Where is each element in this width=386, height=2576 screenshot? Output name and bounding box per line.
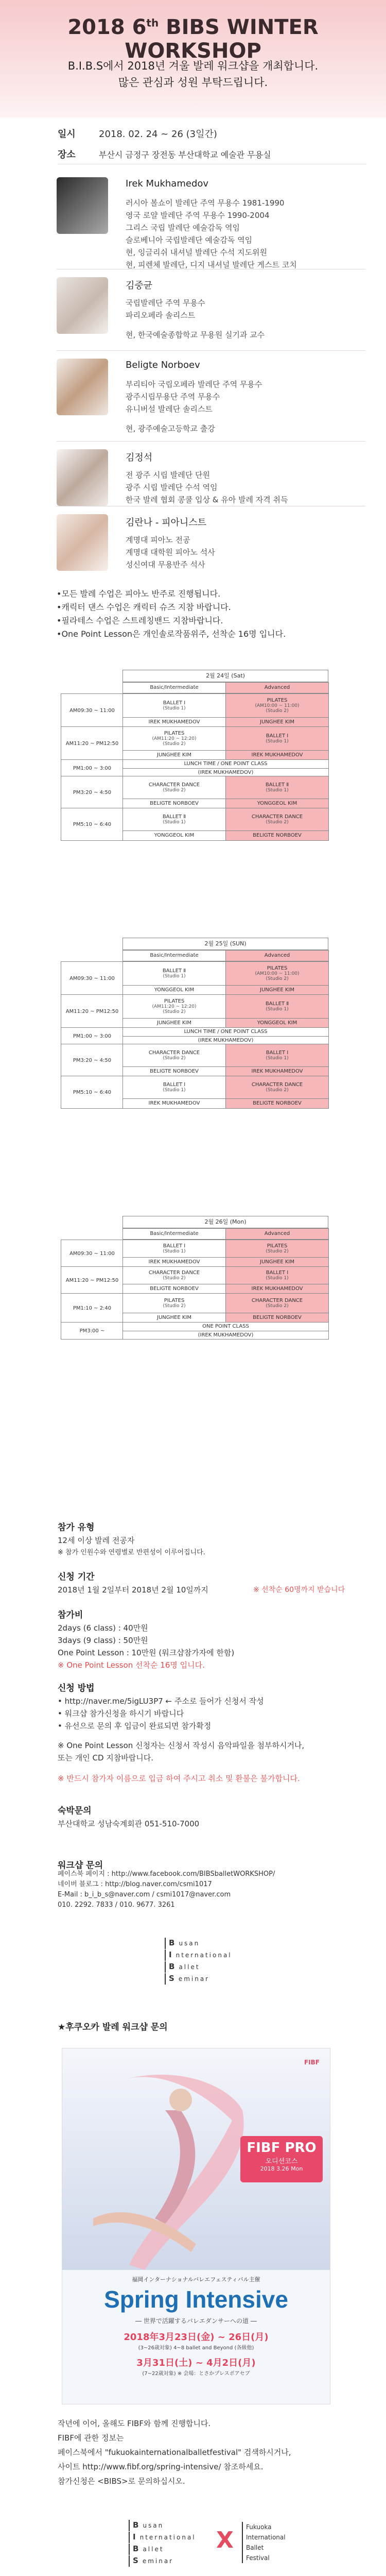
class-detail: (Studio 2) — [163, 1276, 186, 1281]
eligibility-heading: 참가 유형 — [58, 1522, 95, 1533]
class-cell-basic — [122, 808, 226, 841]
class-cell-basic — [122, 961, 226, 995]
instructor-photo — [57, 359, 108, 415]
class-teacher: JUNGHEE KIM — [123, 1313, 225, 1323]
fibf-pro-badge: FIBF PRO 오디션코스 2018 3.26 Mon — [240, 2136, 323, 2182]
contact-text: 페이스북 페이지 : http://www.facebook.com/BIBSballetWORKSHOP/ 네이버 블로그 : http://blog.naver.com/csmi1017 E-Mail : b_i_b_s@naver.com / csmi1017@naver.com 010. 2292. 7833 / 010. 9677. 3261 — [58, 1870, 275, 1909]
class-title: BALLET Ⅰ — [163, 1082, 186, 1088]
time-slot: AM09:30 ~ 11:00 — [61, 961, 124, 995]
class-cell-full — [122, 759, 329, 777]
class-detail: (Studio 2) — [266, 708, 289, 714]
class-detail: (Studio 2) — [163, 1056, 186, 1061]
class-cell-basic — [122, 1044, 226, 1077]
lesson-note: ※ One Point Lesson 신청자는 신청서 작성시 음악파일을 첨부하시거나, 또는 개인 CD 지참바랍니다. — [58, 1741, 305, 1762]
class-detail: (AM11:20 ~ 12:20) — [152, 736, 197, 741]
class-title: BALLET Ⅱ — [265, 782, 289, 788]
apply-text: • http://naver.me/5igLU3P7 ← 주소로 들어가 신청서 작성 • 워크샵 참가신청을 하시기 바랍니다 • 유선으로 문의 후 입금이 완료되면 참가확정 — [58, 1697, 264, 1731]
time-slot: PM3:20 ~ 4:50 — [61, 1044, 124, 1077]
class-detail: (Studio 2) — [163, 788, 186, 793]
schedule-day-title: 2월 25일 (SUN) — [122, 938, 328, 950]
instructor-bio: 계명대 피아노 전공 계명대 대학원 피아노 석사 성신여대 무용반주 석사 — [126, 535, 215, 569]
class-detail: (AM10:00 ~ 11:00) — [255, 971, 300, 976]
class-teacher: JUNGHEE KIM — [123, 750, 225, 760]
class-detail: (Studio 1) — [163, 820, 186, 825]
class-cell-advanced — [225, 776, 329, 809]
class-teacher: IREK MUKHAMEDOV — [226, 1284, 328, 1294]
fibf-date-2: 3月31日(土) ~ 4月2日(月) — [136, 2358, 256, 2368]
class-title: BALLET Ⅰ — [163, 1243, 186, 1249]
fibf-date-1-sub: (3~26歳対象) 4~8 ballet and Beyond (各級他) — [138, 2345, 254, 2351]
class-title: PILATES — [267, 965, 288, 971]
class-teacher: YONGGEOL KIM — [123, 985, 225, 995]
column-header-basic: Basic/Intermediate — [122, 950, 226, 961]
x-mark-icon: X — [216, 2527, 234, 2553]
class-detail: (Studio 2) — [163, 1009, 186, 1014]
class-teacher: BELIGTE NORBOEV — [123, 1284, 225, 1294]
class-notes: •모든 발레 수업은 피아노 반주로 진행됩니다. •캐릭터 댄스 수업은 캐릭터 슈즈 지참 바랍니다. •필라테스 수업은 스트레칭밴드 지참바랍니다. •One Point Lesson은 개인솔로작품위주, 선착순 16명 입니다. — [57, 589, 286, 639]
class-cell-advanced — [225, 726, 329, 760]
class-title: LUNCH TIME / ONE POINT CLASS — [184, 1029, 268, 1035]
class-detail: (Studio 1) — [163, 1249, 186, 1254]
instructor-photo — [57, 177, 108, 234]
class-cell-basic — [122, 994, 226, 1028]
class-cell-basic — [122, 1076, 226, 1109]
class-cell-advanced — [225, 994, 329, 1028]
cancel-note: ※ 반드시 참가자 이름으로 입금 하여 주시고 취소 및 환불은 불가합니다. — [58, 1774, 300, 1783]
class-cell-advanced — [225, 961, 329, 995]
bibs-logo: Busan International Ballet Seminar — [165, 1937, 232, 1985]
eligibility-text: 12세 이상 발레 전공자 ※ 참가 인원수와 연령별로 반편성이 이루어집니다. — [58, 1536, 205, 1556]
time-slot: AM09:30 ~ 11:00 — [61, 1240, 124, 1267]
time-slot: AM11:20 ~ PM12:50 — [61, 726, 124, 760]
instructor-name: Beligte Norboev — [126, 360, 200, 370]
class-teacher: (IREK MUKHAMEDOV) — [123, 768, 328, 776]
instructor-card — [57, 445, 365, 506]
class-detail: (Studio 2) — [163, 741, 186, 747]
class-cell-advanced — [225, 808, 329, 841]
fibf-subtitle: ― 世界で活躍するバレエダンサーへの道 ― — [135, 2317, 257, 2325]
class-title: PILATES — [267, 698, 288, 703]
class-cell-basic — [122, 726, 226, 760]
time-slot: AM11:20 ~ PM12:50 — [61, 994, 124, 1028]
date-row: 일시 2018. 02. 24 ~ 26 (3일간) — [58, 129, 217, 140]
class-detail: (Studio 1) — [266, 788, 289, 793]
class-title: BALLET Ⅰ — [163, 700, 186, 706]
contact-heading: 워크샵 문의 — [58, 1860, 103, 1871]
instructor-name: 김란나 - 피아니스트 — [126, 517, 207, 528]
class-title: CHARACTER DANCE — [251, 1298, 303, 1303]
column-header-advanced: Advanced — [225, 682, 329, 693]
class-detail: (Studio 1) — [163, 974, 186, 979]
time-slot: PM3:20 ~ 4:50 — [61, 776, 124, 809]
class-title: BALLET Ⅱ — [265, 1001, 289, 1007]
class-detail: (Studio 2) — [266, 1249, 289, 1254]
class-teacher: YONGGEOL KIM — [123, 831, 225, 840]
column-header-basic: Basic/Intermediate — [122, 1228, 226, 1240]
stay-heading: 숙박문의 — [58, 1806, 92, 1816]
class-title: LUNCH TIME / ONE POINT CLASS — [184, 761, 268, 767]
column-header-basic: Basic/Intermediate — [122, 682, 226, 693]
period-text: 2018년 1월 2일부터 2018년 2월 10일까지 ※ 선착순 60명까지 받습니다 — [58, 1585, 345, 1595]
class-title: BALLET Ⅰ — [266, 1270, 289, 1276]
class-detail: (AM11:20 ~ 12:20) — [152, 1004, 197, 1009]
instructor-bio: 전 광주 시립 발레단 단원 광주 시립 발레단 수석 역임 한국 발레 협회 콩쿨 입상 & 유아 발레 자격 취득 — [126, 470, 288, 504]
instructor-bio: 부리티아 국립오페라 발레단 주역 무용수 광주시립무용단 주역 무용수 유니버설 발레단 솔리스트 현, 광주예술고등학교 출강 — [126, 380, 262, 433]
class-detail: (AM10:00 ~ 11:00) — [255, 703, 300, 708]
time-slot: PM5:10 ~ 6:40 — [61, 1076, 124, 1109]
class-title: PILATES — [164, 998, 185, 1004]
fibf-date-2-sub: (7~22歳対象) ※ 会場：とさかプレスポアセブ — [142, 2371, 250, 2377]
class-cell-basic — [122, 1266, 226, 1294]
place-row: 장소 부산시 금정구 장전동 부산대학교 예술관 무용실 — [58, 149, 271, 160]
footer-bibs-logo: Busan International Ballet Seminar — [129, 2519, 196, 2567]
class-title: BALLET Ⅰ — [266, 733, 289, 739]
time-slot: PM1:00 ~ 3:00 — [61, 759, 124, 777]
instructor-name: 김정석 — [126, 452, 153, 463]
class-title: CHARACTER DANCE — [148, 782, 200, 788]
class-cell-full — [122, 1027, 329, 1045]
instructor-card — [57, 273, 365, 351]
time-slot: PM5:10 ~ 6:40 — [61, 808, 124, 841]
class-detail: (Studio 2) — [266, 1303, 289, 1309]
header-banner — [0, 0, 386, 117]
class-cell-advanced — [225, 1266, 329, 1294]
class-detail: (Studio 1) — [266, 1007, 289, 1012]
class-title: BALLET Ⅱ — [162, 968, 186, 974]
instructor-photo — [57, 514, 108, 571]
class-teacher: IREK MUKHAMEDOV — [226, 750, 328, 760]
instructor-name: 김중균 — [126, 280, 153, 291]
period-heading: 신청 기간 — [58, 1572, 95, 1582]
class-teacher: BELIGTE NORBOEV — [226, 1098, 328, 1108]
fukuoka-logo: Fukuoka International Ballet Festival — [242, 2522, 286, 2563]
instructor-card — [57, 354, 365, 442]
class-teacher: JUNGHEE KIM — [123, 1018, 225, 1028]
class-detail: (Studio 1) — [163, 706, 186, 711]
column-header-advanced: Advanced — [225, 950, 329, 961]
class-title: BALLET Ⅱ — [162, 814, 186, 820]
class-teacher: (IREK MUKHAMEDOV) — [123, 1331, 328, 1339]
class-teacher: YONGGEOL KIM — [226, 1018, 328, 1028]
class-detail: (Studio 1) — [266, 1276, 289, 1281]
instructor-photo — [57, 277, 108, 334]
class-cell-basic — [122, 1293, 226, 1323]
schedule-day-title: 2월 24일 (Sat) — [122, 670, 328, 682]
class-cell-advanced — [225, 1240, 329, 1267]
class-cell-basic — [122, 1240, 226, 1267]
fibf-heading: ★후쿠오카 발레 워크샵 문의 — [58, 2022, 168, 2032]
class-teacher: YONGGEOL KIM — [226, 799, 328, 808]
instructor-photo — [57, 449, 108, 506]
instructor-card — [57, 173, 365, 269]
class-title: PILATES — [267, 1243, 288, 1249]
class-teacher: JUNGHEE KIM — [226, 717, 328, 727]
instructor-bio: 국립발레단 주역 무용수 파리오페라 솔리스트 현, 한국예술종합학교 무용원 실기과 교수 — [126, 298, 265, 340]
schedule-day-title: 2월 26일 (Mon) — [122, 1216, 328, 1228]
class-detail: (Studio 1) — [163, 1088, 186, 1093]
fibf-date-1: 2018年3月23日(金) ~ 26日(月) — [124, 2332, 269, 2343]
fibf-title: Spring Intensive — [104, 2286, 288, 2313]
class-teacher: JUNGHEE KIM — [226, 1257, 328, 1267]
time-slot: AM09:30 ~ 11:00 — [61, 693, 124, 727]
instructor-card — [57, 510, 365, 578]
class-detail: (Studio 1) — [266, 1056, 289, 1061]
fibf-text: 작년에 이어, 올해도 FIBF와 함께 진행합니다. FIBF에 관한 정보는 페이스북에서 "fukuokainternationalballetfestival" 검색하시거나, 사이트 http://www.fibf.org/spring-intensive/ 참조하세요. 참가신청은 <BIBS>로 문의하십시오. — [58, 2419, 291, 2486]
column-header-advanced: Advanced — [225, 1228, 329, 1240]
intro-line-1: B.I.B.S에서 2018년 겨울 발레 워크샵을 개최합니다. — [67, 60, 319, 72]
class-detail: (Studio 2) — [266, 976, 289, 981]
class-detail: (Studio 2) — [266, 820, 289, 825]
class-title: PILATES — [164, 731, 185, 736]
class-title: ONE POINT CLASS — [202, 1324, 249, 1329]
class-teacher: (IREK MUKHAMEDOV) — [123, 1036, 328, 1044]
fibf-badge-small: FIBF — [304, 2059, 320, 2066]
class-cell-advanced — [225, 1044, 329, 1077]
class-title: CHARACTER DANCE — [148, 1270, 200, 1276]
class-cell-advanced — [225, 1076, 329, 1109]
class-teacher: JUNGHEE KIM — [226, 985, 328, 995]
class-teacher: BELIGTE NORBOEV — [123, 799, 225, 808]
fibf-poster — [62, 2048, 330, 2404]
instructor-bio: 러시아 볼쇼이 발레단 주역 무용수 1981-1990 영국 로얄 발레단 주역 무용수 1990-2004 그리스 국립 발레단 예술감독 역임 슬로베니아 국립발레단 예술감독 역임 현, 잉글리쉬 내셔널 발레단 수석 지도위원 현, 피렌체 발레단, 디지 내셔널 발레단 게스트 코치 — [126, 198, 297, 269]
class-title: CHARACTER DANCE — [251, 1082, 303, 1088]
time-slot: PM3:00 ~ — [61, 1322, 124, 1340]
instructor-name: Irek Mukhamedov — [126, 178, 209, 189]
class-title: PILATES — [164, 1298, 185, 1303]
fee-text: 2days (6 class) : 40만원 3days (9 class) : 50만원 One Point Lesson : 10만원 (워크샵참가자에 한함) ※ One Point Lesson 선착순 16명 입니다. — [58, 1623, 235, 1670]
class-title: CHARACTER DANCE — [251, 814, 303, 820]
time-slot: PM1:00 ~ 3:00 — [61, 1027, 124, 1045]
time-slot: AM11:20 ~ PM12:50 — [61, 1266, 124, 1294]
class-teacher: IREK MUKHAMEDOV — [226, 1066, 328, 1076]
class-cell-basic — [122, 693, 226, 727]
class-detail: (Studio 2) — [266, 1088, 289, 1093]
class-cell-basic — [122, 776, 226, 809]
class-teacher: BELIGTE NORBOEV — [226, 831, 328, 840]
class-teacher: BELIGTE NORBOEV — [123, 1066, 225, 1076]
class-cell-full — [122, 1322, 329, 1340]
class-teacher: BELIGTE NORBOEV — [226, 1313, 328, 1323]
page-title: 2018 6th BIBS WINTER WORKSHOP — [67, 15, 319, 63]
class-title: CHARACTER DANCE — [148, 1050, 200, 1056]
fibf-organizer: 福岡インターナショナルバレエフェスティバル主催 — [132, 2276, 260, 2283]
intro-line-2: 많은 관심과 성원 부탁드립니다. — [118, 76, 268, 89]
apply-heading: 신청 방법 — [58, 1683, 95, 1693]
class-cell-advanced — [225, 1293, 329, 1323]
class-cell-advanced — [225, 693, 329, 727]
class-detail: (Studio 1) — [266, 739, 289, 744]
stay-text: 부산대학교 성남숙계회관 051-510-7000 — [58, 1819, 200, 1828]
class-title: BALLET Ⅰ — [266, 1050, 289, 1056]
time-slot: PM1:10 ~ 2:40 — [61, 1293, 124, 1323]
class-teacher: IREK MUKHAMEDOV — [123, 1257, 225, 1267]
class-teacher: IREK MUKHAMEDOV — [123, 717, 225, 727]
class-teacher: IREK MUKHAMEDOV — [123, 1098, 225, 1108]
class-detail: (Studio 2) — [163, 1303, 186, 1309]
fee-heading: 참가비 — [58, 1610, 83, 1620]
